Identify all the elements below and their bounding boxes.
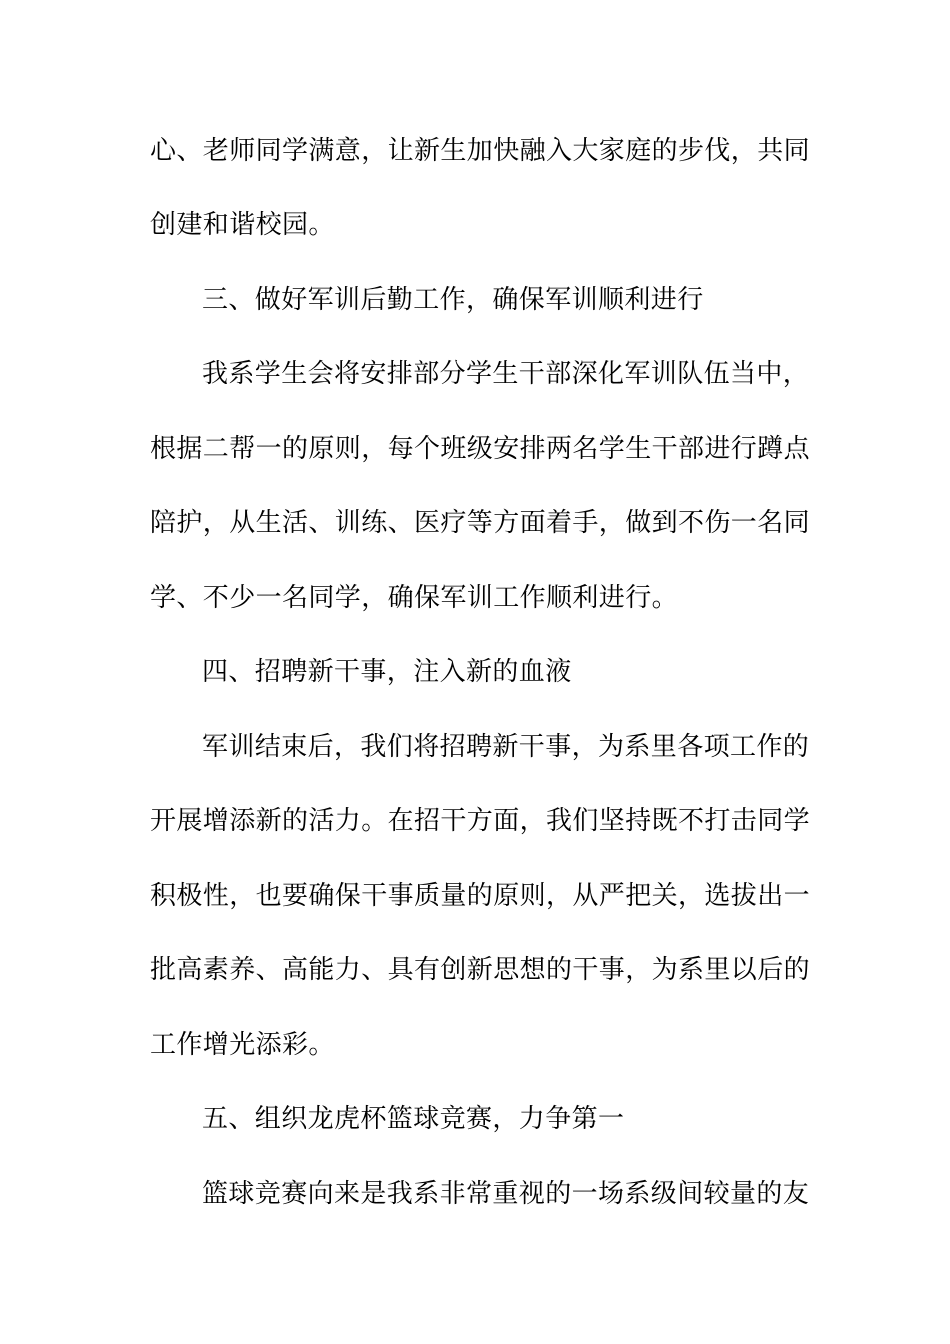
body-text-line: 我系学生会将安排部分学生干部深化军训队伍当中， <box>202 359 810 389</box>
body-text-line: 心、老师同学满意，让新生加快融入大家庭的步伐，共同 <box>150 136 811 166</box>
body-text-line: 陪护，从生活、训练、医疗等方面着手，做到不伤一名同 <box>150 508 811 538</box>
body-text-line: 积极性，也要确保干事质量的原则，从严把关，选拔出一 <box>150 881 811 911</box>
section-heading: 四、招聘新干事，注入新的血液 <box>202 657 572 687</box>
body-text-line: 创建和谐校园。 <box>150 210 335 240</box>
section-heading: 三、做好军训后勤工作，确保军训顺利进行 <box>202 285 704 315</box>
body-text-line: 工作增光添彩。 <box>150 1030 335 1060</box>
body-text-line: 学、不少一名同学，确保军训工作顺利进行。 <box>150 583 679 613</box>
body-text-line: 批高素养、高能力、具有创新思想的干事，为系里以后的 <box>150 955 811 985</box>
body-text-line: 篮球竞赛向来是我系非常重视的一场系级间较量的友 <box>202 1179 810 1209</box>
body-text-line: 根据二帮一的原则，每个班级安排两名学生干部进行蹲点 <box>150 434 811 464</box>
section-heading: 五、组织龙虎杯篮球竞赛，力争第一 <box>202 1104 625 1134</box>
body-text-line: 军训结束后，我们将招聘新干事，为系里各项工作的 <box>202 732 810 762</box>
body-text-line: 开展增添新的活力。在招干方面，我们坚持既不打击同学 <box>150 806 811 836</box>
